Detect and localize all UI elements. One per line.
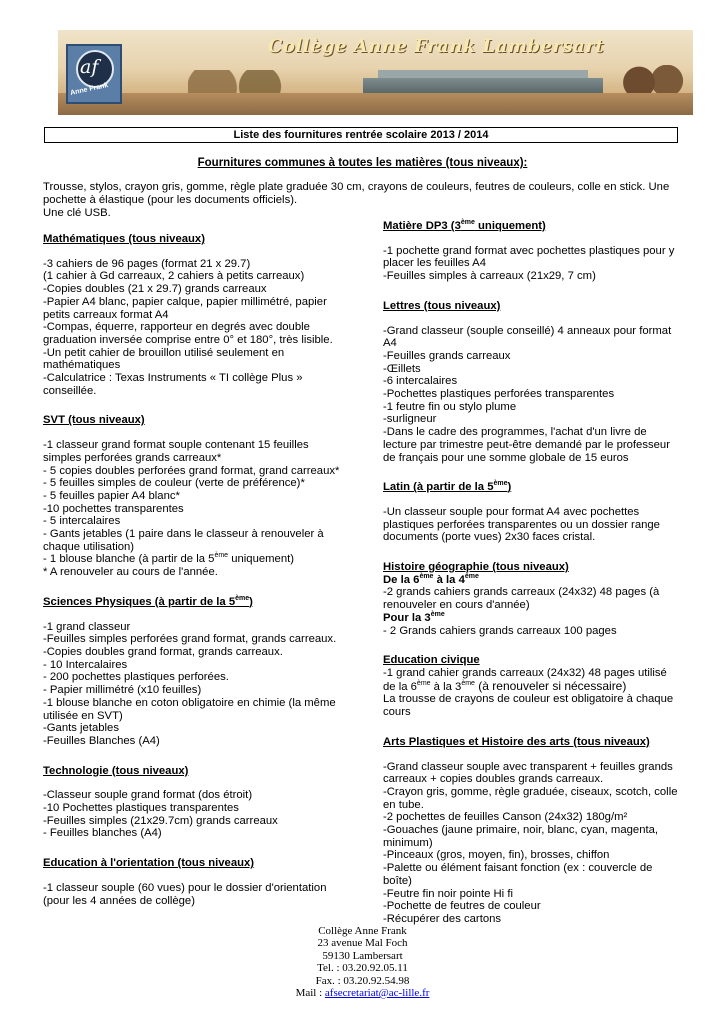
section-lines — [383, 586, 683, 611]
superscript: ème — [461, 679, 475, 687]
text-part: à la 4 — [433, 573, 465, 586]
text-line: -Un classeur souple pour format A4 avec pochettes — [383, 505, 640, 518]
text-line: cours — [383, 706, 411, 719]
text-part: ) — [249, 595, 253, 608]
text-line: -Feutre fin noir pointe Hi fi — [383, 887, 513, 900]
text-line: -3 cahiers de 96 pages (format 21 x 29.7) — [43, 257, 251, 270]
subheading-6-4 — [383, 574, 683, 587]
text-line: -Un petit cahier de brouillon utilisé seulement en — [43, 346, 285, 359]
mail-link[interactable]: afsecretariat@ac-lille.fr — [324, 987, 430, 1000]
text-line: -Grand classeur souple avec transparent + feuilles grands — [383, 760, 673, 773]
superscript: ème — [464, 573, 479, 580]
civic-line-2 — [383, 680, 683, 694]
text-line: renouveler en cours d'année) — [383, 599, 530, 612]
text-line: plastiques perforées transparentes ou un dossier range — [383, 518, 660, 531]
section-lines — [43, 621, 343, 748]
text-line: -2 pochettes de feuilles Canson (24x32) 180g/m² — [383, 811, 628, 824]
text-line: -10 Pochettes plastiques transparentes — [43, 802, 239, 815]
common-supplies-text — [43, 181, 683, 220]
text-line: -Récupérer des cartons — [383, 912, 502, 925]
section-lines — [43, 882, 343, 907]
text-line: minimum) — [383, 836, 433, 849]
text-line: Tel. : 03.20.92.05.11 — [317, 962, 408, 975]
text-line: placer les feuilles A4 — [383, 257, 486, 270]
text-line: carreaux + copies doubles grands carreaux. — [383, 773, 604, 786]
text-line: - 5 intercalaires — [43, 515, 121, 528]
text-line: -Pinceaux (gros, moyen, fin), brosses, chiffon — [383, 849, 610, 862]
text-line: -1 blouse blanche en coton obligatoire en chimie (la même — [43, 696, 336, 709]
section-civic-education — [383, 654, 683, 719]
text-line: - 10 Intercalaires — [43, 658, 128, 671]
superscript: ème — [416, 679, 431, 687]
text-line: - 5 feuilles simples de couleur (verte de préférence)* — [43, 477, 305, 490]
left-column — [43, 233, 343, 924]
section-lines — [383, 625, 683, 638]
text-line: -1 pochette grand format avec pochettes plastiques pour y — [383, 244, 675, 257]
text-part: à la 3 — [430, 680, 462, 693]
text-line: -Copies doubles grand format, grands carreaux. — [43, 645, 283, 658]
text-line: -Calculatrice : Texas Instruments « TI collège Plus » — [43, 372, 303, 385]
banner-ground — [58, 93, 693, 115]
text-line: (1 cahier à Gd carreaux, 2 cahiers à petits carreaux) — [43, 270, 305, 283]
text-line: mathématiques — [43, 359, 121, 372]
text-line: petits carreaux format A4 — [43, 308, 169, 321]
section-title: Education à l'orientation (tous niveaux) — [43, 857, 255, 870]
superscript: ème — [460, 219, 475, 227]
text-line: - Gants jetables (1 paire dans le classeur à renouveler à — [43, 528, 324, 541]
section-svt — [43, 414, 343, 578]
text-line: -Feuilles simples à carreaux (21x29, 7 cm) — [383, 270, 596, 283]
school-logo — [66, 44, 122, 104]
mail-label: Mail : — [295, 987, 325, 1000]
text-part: uniquement) — [228, 553, 295, 566]
text-line: Collège Anne Frank — [318, 925, 407, 937]
section-lines — [43, 258, 343, 398]
section-technology — [43, 765, 343, 841]
intro-line: pochette à élastique (pour les documents officiels). — [43, 194, 298, 206]
text-line: -Feuilles grands carreaux — [383, 349, 511, 362]
text-line: simples perforées grands carreaux* — [43, 451, 222, 464]
svt-blouse-line — [43, 553, 343, 566]
text-part: de la 6 — [383, 680, 417, 693]
text-part: Sciences Physiques (à partir de la 5 — [43, 595, 236, 608]
text-line: -Gants jetables — [43, 722, 119, 735]
text-part: De la 6 — [383, 573, 420, 586]
text-line: de français pour une somme globale de 15 euros — [383, 451, 629, 464]
text-line: -Crayon gris, gomme, règle graduée, ciseaux, scotch, colle — [383, 785, 678, 798]
section-lettres — [383, 300, 683, 464]
text-part: Pour la 3 — [383, 611, 431, 624]
section-lines — [383, 693, 683, 718]
text-line: -Pochettes plastiques perforées transparentes — [383, 388, 615, 401]
superscript: ème — [430, 611, 445, 619]
header-banner — [58, 30, 693, 115]
section-title: Education civique — [383, 654, 480, 667]
section-arts — [383, 736, 683, 926]
text-line: - Papier millimétré (x10 feuilles) — [43, 684, 202, 697]
text-line: - 2 Grands cahiers grands carreaux 100 pages — [383, 624, 617, 637]
section-title — [383, 220, 683, 233]
text-line: -Feuilles Blanches (A4) — [43, 734, 160, 747]
section-title: Technologie (tous niveaux) — [43, 764, 189, 777]
section-math — [43, 233, 343, 397]
common-supplies-heading: Fournitures communes à toutes les matières (tous niveaux): — [197, 157, 528, 169]
section-lines — [43, 789, 343, 840]
text-line: chaque utilisation) — [43, 540, 135, 553]
logo-mark: af — [80, 56, 99, 78]
text-part: Latin (à partir de la 5 — [383, 481, 494, 494]
text-line: conseillée. — [43, 384, 97, 397]
text-line: - 5 copies doubles perforées grand format, grand carreaux* — [43, 464, 340, 477]
section-title — [43, 596, 343, 609]
text-line: -Pochette de feutres de couleur — [383, 900, 541, 913]
civic-line: -1 grand cahier grands carreaux (24x32) 48 pages utilisé — [383, 666, 667, 679]
text-line: lecture par trimestre peut-être demandé par le professeur — [383, 438, 670, 451]
text-line: -Grand classeur (souple conseillé) 4 anneaux pour format — [383, 324, 672, 337]
section-physics — [43, 596, 343, 748]
footer-mail-line — [0, 987, 725, 999]
text-line: La trousse de crayons de couleur est obligatoire à chaque — [383, 693, 674, 706]
text-part: Matière DP3 (3 — [383, 220, 461, 232]
superscript: ème — [235, 595, 250, 603]
text-line: A4 — [383, 337, 397, 350]
text-part: (à renouveler si nécessaire) — [474, 678, 627, 693]
section-title: Lettres (tous niveaux) — [383, 299, 501, 312]
text-line: -Gouaches (jaune primaire, noir, blanc, cyan, magenta, — [383, 824, 659, 837]
section-lines — [383, 761, 683, 926]
section-lines — [383, 506, 683, 544]
text-line: -1 feutre fin ou stylo plume — [383, 400, 517, 413]
document-title: Liste des fournitures rentrée scolaire 2013 / 2014 — [44, 127, 678, 143]
section-lines — [383, 325, 683, 465]
section-title: Histoire géographie (tous niveaux) — [383, 561, 569, 574]
text-line: -Copies doubles (21 x 29.7) grands carreaux — [43, 283, 267, 296]
text-line: 59130 Lambersart — [322, 949, 403, 962]
text-line: -Dans le cadre des programmes, l'achat d'un livre de — [383, 426, 647, 439]
text-line: -Palette ou élément faisant fonction (ex : couvercle de — [383, 862, 653, 875]
section-latin — [383, 481, 683, 544]
footer-lines — [0, 925, 725, 987]
section-title — [383, 481, 683, 494]
section-title: Mathématiques (tous niveaux) — [43, 233, 205, 245]
section-lines — [383, 245, 683, 283]
section-dp3 — [383, 220, 683, 283]
superscript: ème — [214, 552, 229, 560]
text-line: en tube. — [383, 798, 424, 811]
text-line: - 200 pochettes plastiques perforées. — [43, 671, 229, 684]
text-line: -1 classeur grand format souple contenant 15 feuilles — [43, 439, 309, 452]
text-line: (pour les 4 années de collège) — [43, 894, 195, 907]
text-line: -surligneur — [383, 413, 437, 426]
right-column — [383, 220, 683, 943]
text-line: documents (porte vues) 2x30 faces cristal. — [383, 531, 596, 544]
superscript: ème — [419, 573, 434, 580]
text-line: -Classeur souple grand format (dos étroit) — [43, 789, 253, 802]
intro-line: Une clé USB. — [43, 207, 111, 219]
school-contact-footer — [0, 925, 725, 999]
text-line: 23 avenue Mal Foch — [317, 937, 408, 950]
text-line: -2 grands cahiers grands carreaux (24x32) 48 pages (à — [383, 586, 660, 599]
section-title: SVT (tous niveaux) — [43, 414, 145, 427]
text-line: -1 classeur souple (60 vues) pour le dossier d'orientation — [43, 881, 327, 894]
text-part: uniquement) — [474, 220, 546, 232]
text-line: -Compas, équerre, rapporteur en degrés avec double — [43, 321, 310, 334]
text-line: -6 intercalaires — [383, 375, 458, 388]
superscript: ème — [493, 480, 508, 488]
subheading-3 — [383, 612, 683, 625]
text-part: ) — [507, 481, 512, 494]
text-line: -1 grand classeur — [43, 620, 131, 633]
text-line: Fax. : 03.20.92.54.98 — [315, 974, 410, 987]
text-line: graduation inversée comprise entre 0° et 180°, très lisible. — [43, 333, 333, 346]
section-title: Arts Plastiques et Histoire des arts (tous niveaux) — [383, 735, 650, 748]
section-orientation — [43, 857, 343, 907]
logo-name: Anne Frank — [69, 82, 109, 97]
intro-line: Trousse, stylos, crayon gris, gomme, règle plate graduée 30 cm, crayons de couleurs, feutres de couleurs, colle en stick. Une — [43, 181, 670, 193]
text-line: utilisée en SVT) — [43, 709, 123, 722]
text-line: -Œillets — [383, 362, 421, 375]
section-history-geography — [383, 561, 683, 637]
school-title: Collège Anne Frank Lambersart — [268, 36, 605, 57]
text-line: boîte) — [383, 874, 412, 887]
section-lines — [43, 439, 343, 553]
text-line: -Feuilles simples perforées grand format, grands carreaux. — [43, 633, 337, 646]
text-line: - Feuilles blanches (A4) — [43, 827, 162, 840]
text-part: - 1 blouse blanche (à partir de la 5 — [43, 553, 215, 566]
text-line: - 5 feuilles papier A4 blanc* — [43, 489, 180, 502]
text-line: -Papier A4 blanc, papier calque, papier millimétré, papier — [43, 295, 327, 308]
text-line: -10 pochettes transparentes — [43, 502, 184, 515]
svt-note: * A renouveler au cours de l'année. — [43, 566, 218, 579]
text-line: -Feuilles simples (21x29.7cm) grands carreaux — [43, 814, 278, 827]
